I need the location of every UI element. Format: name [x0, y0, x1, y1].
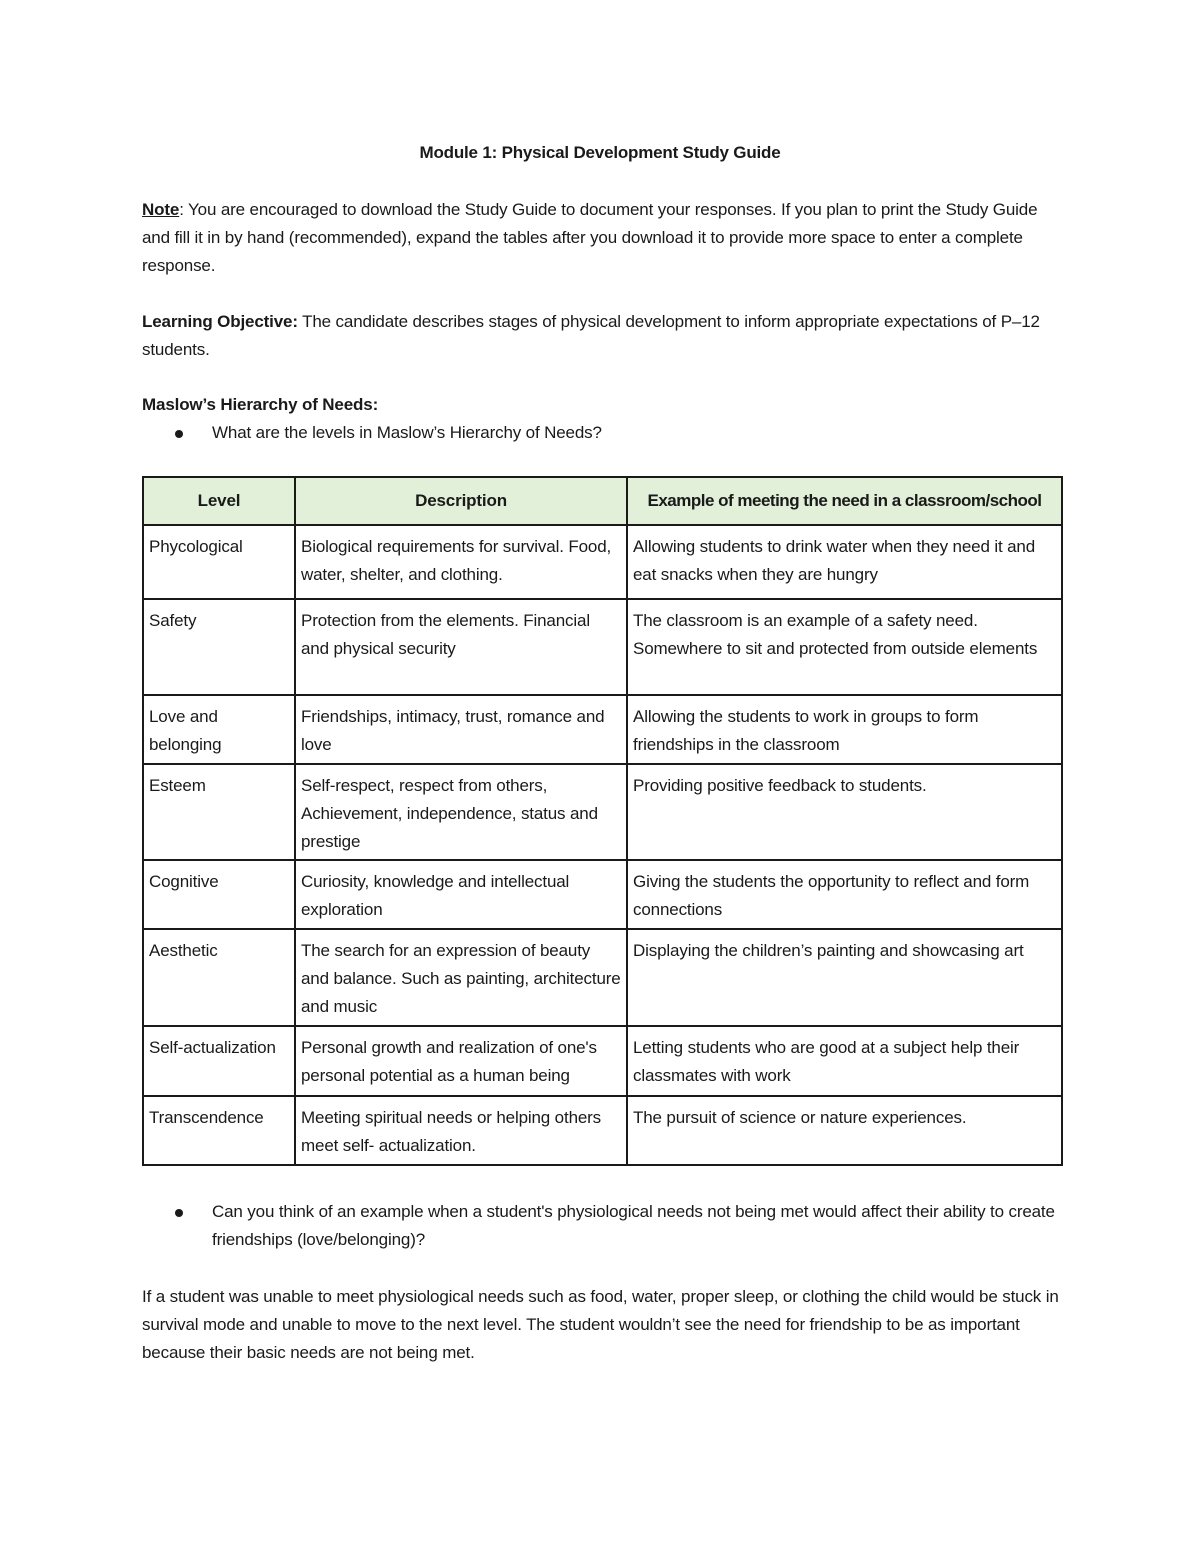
bullet-icon	[175, 430, 183, 438]
description-cell: Meeting spiritual needs or helping others meet self- actualization.	[295, 1096, 627, 1165]
description-cell: Friendships, intimacy, trust, romance and love	[295, 695, 627, 764]
header-example: Example of meeting the need in a classroom/school	[627, 477, 1062, 525]
question-2-text: Can you think of an example when a student's physiological needs not being met would affect their ability to create friendships (love/belonging)?	[212, 1202, 1055, 1249]
note-label: Note	[142, 200, 180, 219]
level-cell: Phycological	[143, 525, 295, 599]
table-row	[143, 764, 1062, 860]
table-row	[143, 599, 1062, 695]
objective-label: Learning Objective:	[142, 312, 298, 331]
description-cell: The search for an expression of beauty and balance. Such as painting, architecture and music	[295, 929, 627, 1026]
table-row	[143, 695, 1062, 764]
level-cell: Transcendence	[143, 1096, 295, 1165]
example-cell: Allowing students to drink water when they need it and eat snacks when they are hungry	[627, 525, 1062, 599]
level-cell: Self-actualization	[143, 1026, 295, 1096]
page-title: Module 1: Physical Development Study Guide	[419, 143, 781, 162]
question-1-text: What are the levels in Maslow’s Hierarchy of Needs?	[212, 423, 602, 442]
table-row	[143, 929, 1062, 1026]
level-cell: Aesthetic	[143, 929, 295, 1026]
level-cell: Esteem	[143, 764, 295, 860]
level-cell: Love and belonging	[143, 695, 295, 764]
description-cell: Biological requirements for survival. Food, water, shelter, and clothing.	[295, 525, 627, 599]
example-cell: The pursuit of science or nature experiences.	[627, 1096, 1062, 1165]
example-cell: The classroom is an example of a safety need. Somewhere to sit and protected from outside elements	[627, 599, 1062, 695]
table-row	[143, 1096, 1062, 1165]
section-heading	[142, 391, 1062, 419]
table-header-row	[143, 477, 1062, 525]
description-cell: Self-respect, respect from others, Achievement, independence, status and prestige	[295, 764, 627, 860]
learning-objective-paragraph	[142, 308, 1062, 364]
maslow-table	[142, 476, 1063, 1166]
description-cell: Personal growth and realization of one's personal potential as a human being	[295, 1026, 627, 1096]
table-row	[143, 1026, 1062, 1096]
description-cell: Curiosity, knowledge and intellectual exploration	[295, 860, 627, 929]
table-row	[143, 860, 1062, 929]
bullet-question-1	[142, 419, 1062, 447]
bullet-question-2	[142, 1198, 1062, 1254]
example-cell: Providing positive feedback to students.	[627, 764, 1062, 860]
header-description: Description	[295, 477, 627, 525]
note-paragraph	[142, 196, 1062, 279]
table-row	[143, 525, 1062, 599]
example-cell: Giving the students the opportunity to reflect and form connections	[627, 860, 1062, 929]
example-cell: Displaying the children’s painting and showcasing art	[627, 929, 1062, 1026]
description-cell: Protection from the elements. Financial and physical security	[295, 599, 627, 695]
answer-paragraph: If a student was unable to meet physiological needs such as food, water, proper sleep, or clothing the child would be stuck in survival mode and unable to move to the next level. The student wouldn’t see the need for friendship to be as important because their basic needs are not being met.	[142, 1287, 1059, 1362]
header-level: Level	[143, 477, 295, 525]
example-cell: Letting students who are good at a subject help their classmates with work	[627, 1026, 1062, 1096]
level-cell: Safety	[143, 599, 295, 695]
note-text: : You are encouraged to download the Study Guide to document your responses. If you plan to print the Study Guide and fill it in by hand (recommended), expand the tables after you download it to provide more space to enter a complete response.	[142, 200, 1038, 275]
section-heading-text: Maslow’s Hierarchy of Needs:	[142, 395, 379, 414]
level-cell: Cognitive	[143, 860, 295, 929]
objective-text: The candidate describes stages of physical development to inform appropriate expectations of P–12 students.	[142, 312, 1040, 359]
bullet-icon	[175, 1209, 183, 1217]
example-cell: Allowing the students to work in groups to form friendships in the classroom	[627, 695, 1062, 764]
